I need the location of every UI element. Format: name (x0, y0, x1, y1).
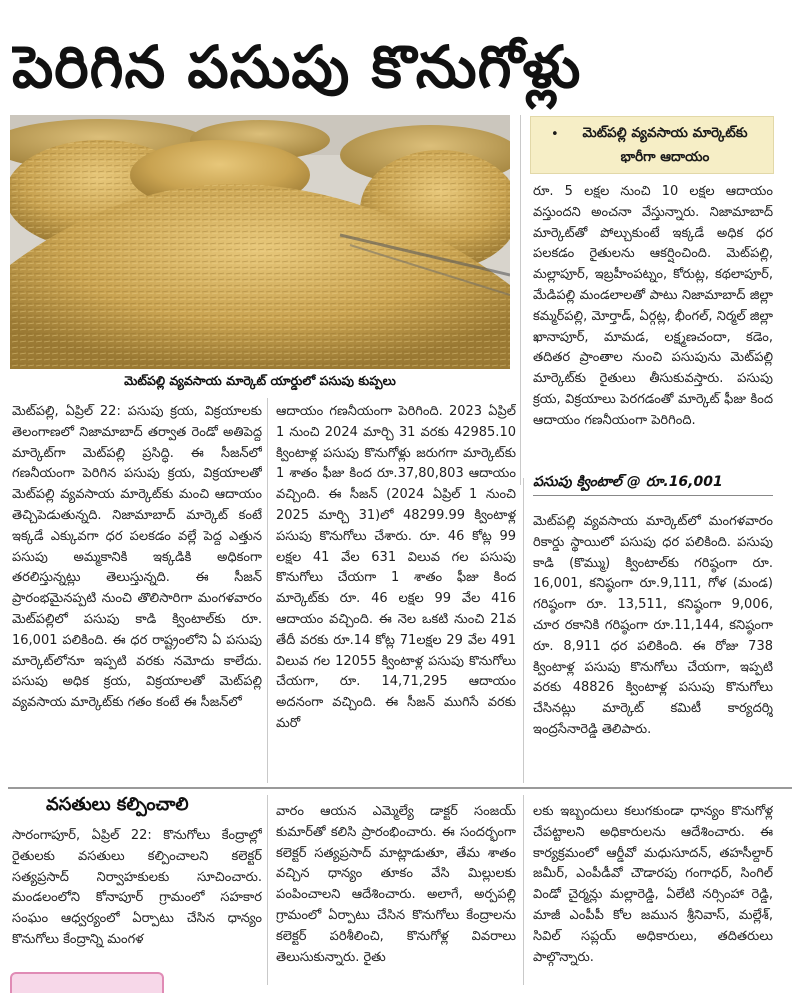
article-paragraph: ఆదాయం గణనీయంగా పెరిగింది. 2023 ఏప్రిల్‌ 1 నుంచి 2024 మార్చి 31 వరకు 42985.10 క్వింటాళ్ల పసుపు కొనుగోళ్లు జరుగగా మార్కెట్‌కు 1 శాతం ఫీజు కింద రూ.37,80,803 ఆదాయం వచ్చింది. ఈ సీజన్‌ (2024 ఏప్రిల్‌ 1 నుంచి 2025 మార్చి 31)లో 48299.99 క్వింటాళ్ల పసుపు కొనుగోలు చేశారు. రూ. 46 కోట్ల 99 లక్షల 41 వేల 631 విలువ గల పసుపు కొనుగోలు చేయగా 1 శాతం ఫీజు కింద మార్కెట్‌కు రూ. 46 లక్షల 99 వేల 416 ఆదాయం వచ్చింది. ఈ నెల ఒకటి నుంచి 21వ తేదీ వరకు రూ.14 కోట్ల 71లక్షల 29 వేల 491 విలువ గల 12055 క్వింటాళ్ల పసుపు కొనుగోలు చేయగా, రూ. 14,71,295 ఆదాయం అదనంగా వచ్చింది. ఈ సీజన్‌ ముగిసే వరకు మరో (276, 404, 516, 731)
article-paragraph: మెట్‌పల్లి, ఏప్రిల్‌ 22: పసుపు క్రయ, విక్రయాలకు తెలంగాణలో నిజామాబాద్‌ తర్వాత రెండో అతిపెద్ద మార్కెట్‌గా మెట్‌పల్లి ప్రసిద్ధి. ఈ సీజన్‌లో గణనీయంగా పెరిగిన పసుపు క్రయ, విక్రయాలతో మెట్‌పల్లి వ్యవసాయ మార్కెట్‌కు మంచి ఆదాయం తెచ్చిపెడుతున్నది. నిజామాబాద్‌ మార్కెట్‌ కంటే ఇక్కడే ఎక్కువగా ధర పలకడం వల్లే పెద్ద ఎత్తున పసుపు అమ్మకానికి ఇక్కడికి అధికంగా తరలిస్తున్నట్లు తెలుస్తున్నది. ఈ సీజన్‌ ప్రారంభమైనప్పటి నుంచి తొలిసారిగా మంగళవారం మెట్‌పల్లిలో పసుపు కాడి క్వింటాల్‌కు రూ. 16,001 పలికింది. ఈ ధర రాష్ట్రంలోని ఏ పసుపు మార్కెట్‌లోనూ ఇప్పటి వరకు నమోదు కాలేదు. పసుపు అధిక క్రయ, విక్రయాలతో మెట్‌పల్లి వ్యవసాయ మార్కెట్‌కు గతం కంటే ఈ సీజన్‌లో (12, 404, 262, 711)
highlight-text: మెట్‌పల్లి వ్యవసాయ మార్కెట్‌కు భారీగా ఆదాయం (582, 125, 748, 165)
highlight-box (530, 116, 774, 174)
article-column-2 (276, 402, 516, 784)
column-divider (520, 115, 521, 485)
column-divider (267, 795, 268, 985)
article-column-1 (12, 402, 262, 784)
article-paragraph: లకు ఇబ్బందులు కలుగకుండా ధాన్యం కొనుగోళ్ల చేపట్టాలని అధికారులను ఆదేశించారు. ఈ కార్యక్రమంలో ఆర్డీవో మధుసూదన్‌, తహసీల్దార్‌ జమీర్‌, ఎంపీడీవో చౌడారపు గంగాధర్‌, సింగిల్‌ విండో చైర్మన్లు మల్లారెడ్డి, ఏలేటి నర్సింహా రెడ్డి, మాజీ ఎంపీపీ కోల జమున శ్రీనివాస్‌, మల్లేశ్‌, సివిల్‌ సప్లయ్‌ అధికారులు, తదితరులు పాల్గొన్నారు. (533, 804, 773, 965)
section-divider (8, 787, 792, 789)
article-column-3b (533, 512, 773, 784)
column-divider (523, 478, 524, 783)
turmeric-heaps-photo (10, 115, 510, 369)
second-article-title: వసతులు కల్పించాలి (46, 794, 189, 815)
subheading: పసుపు క్వింటాల్‌ @ రూ.16,001 (533, 474, 723, 490)
second-article-column-3 (533, 802, 773, 988)
bullet-icon: • (551, 127, 559, 142)
headline: పెరిగిన పసుపు కొనుగోళ్లు (12, 33, 582, 101)
subheading-underline (533, 495, 773, 496)
article-column-3 (533, 182, 773, 467)
second-article-column-2 (276, 802, 516, 988)
article-paragraph: వారం ఆయన ఎమ్మెల్యే డాక్టర్‌ సంజయ్‌ కుమార్‌తో కలిసి ప్రారంభించారు. ఈ సందర్భంగా కలెక్టర్‌ సత్యప్రసాద్‌ మాట్లాడుతూ, తేమ శాతం వచ్చిన ధాన్యం తూకం వేసి మిల్లులకు పంపించాలని ఆదేశించారు. అలాగే, అర్పపల్లి గ్రామంలో ఏర్పాటు చేసిన కొనుగోలు కేంద్రాలను కలెక్టర్‌ పరిశీలించి, కొనుగోళ్ల వివరాలు తెలుసుకున్నారు. రైతు (276, 804, 516, 965)
column-divider (267, 398, 268, 783)
second-article-column-1 (12, 826, 262, 968)
column-divider (523, 795, 524, 985)
article-paragraph: మెట్‌పల్లి వ్యవసాయ మార్కెట్‌లో మంగళవారం రికార్డు స్థాయిలో పసుపు ధర పలికింది. పసుపు కాడి (కొమ్ము) క్వింటాల్‌కు గరిష్ఠంగా రూ. 16,001, కనిష్ఠంగా రూ.9,111, గోళ (మండ) గరిష్ఠంగా రూ. 13,511, కనిష్ఠంగా 9,006, చూర రకానికి గరిష్ఠంగా రూ.11,144, కనిష్ఠంగా రూ. 8,911 ధర పలికింది. ఈ రోజు 738 క్వింటాళ్ల పసుపు కొనుగోలు చేయగా, ఇప్పటి వరకు 48826 క్వింటాళ్ల పసుపు కొనుగోలు చేసినట్లు మార్కెట్‌ కమిటీ కార్యదర్శి ఇంద్రసేనారెడ్డి తెలిపారు. (533, 514, 773, 737)
footer-logo (10, 972, 164, 993)
photo-caption: మెట్‌పల్లి వ్యవసాయ మార్కెట్‌ యార్డులో పసుపు కుప్పలు (124, 373, 396, 388)
article-paragraph: రూ. 5 లక్షల నుంచి 10 లక్షల ఆదాయం వస్తుందని అంచనా వేస్తున్నారు. నిజామాబాద్‌ మార్కెట్‌తో పోల్చుకుంటే ఇక్కడే అధిక ధర పలకడం రైతులను ఆకర్షించింది. మెట్‌పల్లి, మల్లాపూర్‌, ఇబ్రహీంపట్నం, కోరుట్ల, కథలాపూర్‌, మేడిపల్లి మండలాలతో పాటు నిజామాబాద్‌ జిల్లా కమ్మర్‌పల్లి, మోర్తాడ్‌, ఏర్గట్ల, భీంగల్‌, నిర్మల్‌ జిల్లా ఖానాపూర్‌, మామడ, లక్ష్మణచందా, కడెం, తదితర ప్రాంతాల నుంచి పసుపును మెట్‌పల్లి మార్కెట్‌కు రైతులు తీసుకువస్తారు. పసుపు క్రయ, విక్రయాలు పెరగడంతో మార్కెట్‌ ఫీజు కింద ఆదాయం గణనీయంగా పెరిగింది. (533, 184, 773, 428)
article-paragraph: సారంగాపూర్‌, ఏప్రిల్‌ 22: కొనుగోలు కేంద్రాల్లో రైతులకు వసతులు కల్పించాలని కలెక్టర్‌ సత్యప్రసాద్‌ నిర్వాహకులకు సూచించారు. మండలంలోని కోనాపూర్‌ గ్రామంలో సహకార సంఘం ఆధ్వర్యంలో ఏర్పాటు చేసిన ధాన్యం కొనుగోలు కేంద్రాన్ని మంగళ (12, 828, 262, 947)
